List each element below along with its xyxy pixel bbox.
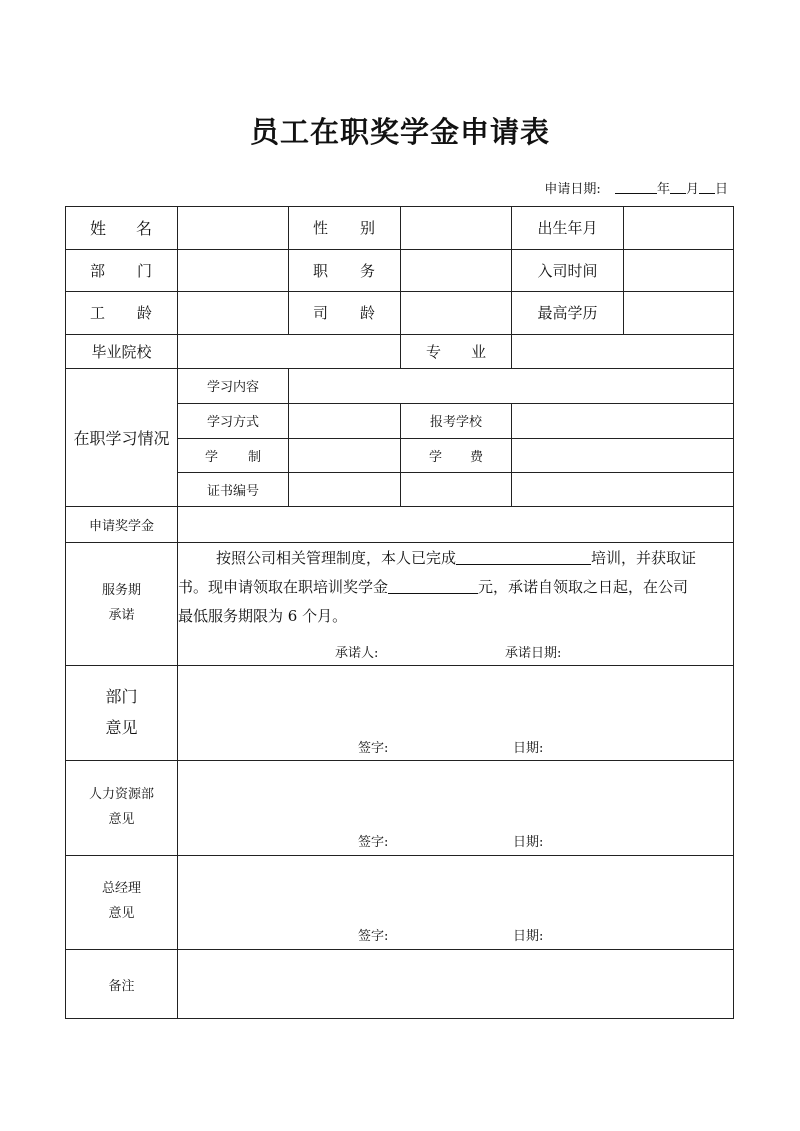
certificate-extra-field-2[interactable] [512,472,734,506]
school-label: 毕业院校 [91,342,152,361]
service-label: 服务期 承诺 [101,582,141,623]
name-label: 姓 名 [90,219,152,238]
hr-opinion-field[interactable] [178,761,734,821]
tuition-field[interactable] [512,438,734,472]
gm-opinion-field[interactable] [178,856,734,916]
scholarship-label: 申请奖学金 [88,518,154,534]
study-system-label: 学 制 [205,449,261,465]
major-label: 专 业 [426,342,486,361]
study-system-field[interactable] [289,438,400,472]
apply-year-label: 年 [656,182,670,197]
birth-field[interactable] [624,206,734,249]
amount-field[interactable] [388,577,478,594]
school-field[interactable] [178,334,400,368]
dept-sign-label: 签字: [358,741,389,756]
study-section-label: 在职学习情况 [73,428,170,448]
study-method-field[interactable] [289,403,400,438]
education-label: 最高学历 [537,304,598,322]
certificate-extra-field[interactable] [401,472,511,506]
name-field[interactable] [178,206,288,249]
dept-opinion-field[interactable] [178,666,734,726]
hr-date-label: 日期: [513,835,544,850]
study-content-field[interactable] [289,368,734,403]
gm-date-label: 日期: [513,929,544,944]
remark-field[interactable] [178,950,734,1018]
form-title: 员工在职奖学金申请表 [249,115,550,149]
apply-date-label: 申请日期: [544,182,601,197]
certificate-field[interactable] [289,472,400,506]
exam-school-label: 报考学校 [429,415,482,430]
remark-label: 备注 [108,978,135,994]
training-name-field[interactable] [456,548,591,565]
birth-label: 出生年月 [537,219,598,237]
dept-opinion-label: 部门 意见 [105,687,138,737]
apply-day-label: 日 [714,182,728,197]
gm-opinion-label: 总经理 意见 [101,880,141,921]
position-field[interactable] [401,249,511,291]
certificate-label: 证书编号 [206,483,259,499]
work-years-field[interactable] [178,291,288,334]
gender-label: 性 别 [313,219,375,237]
exam-school-field[interactable] [512,403,734,438]
apply-month-field[interactable] [670,181,686,194]
company-years-label: 司 龄 [313,304,375,322]
apply-year-field[interactable] [615,181,657,194]
service-commitment-text: 按照公司相关管理制度，本人已完成 培训，并获取证 书。现申请领取在职培训奖学金 元，承诺自领取之日起，在公司 最低服务期限为 6 个月。 [178,549,697,625]
dept-date-label: 日期: [513,741,544,756]
major-field[interactable] [512,334,734,368]
hr-opinion-label: 人力资源部 意见 [88,786,154,827]
gm-sign-label: 签字: [358,929,389,944]
study-method-label: 学习方式 [206,415,259,430]
apply-day-field[interactable] [699,181,715,194]
entry-date-field[interactable] [624,249,734,291]
grid-line [288,206,289,334]
dept-field[interactable] [178,249,288,291]
study-content-label: 学习内容 [206,380,259,395]
promiser-label: 承诺人: [335,646,379,661]
education-field[interactable] [624,291,734,334]
promise-date-label: 承诺日期: [505,646,562,661]
work-years-label: 工 龄 [90,304,152,322]
apply-date [544,178,728,197]
entry-date-label: 入司时间 [537,261,598,280]
position-label: 职 务 [313,261,375,280]
hr-sign-label: 签字: [358,835,389,850]
company-years-field[interactable] [401,291,511,334]
tuition-label: 学 费 [429,449,483,465]
gender-field[interactable] [401,206,511,249]
dept-label: 部 门 [90,261,152,280]
apply-month-label: 月 [685,182,699,197]
scholarship-field[interactable] [178,506,734,542]
